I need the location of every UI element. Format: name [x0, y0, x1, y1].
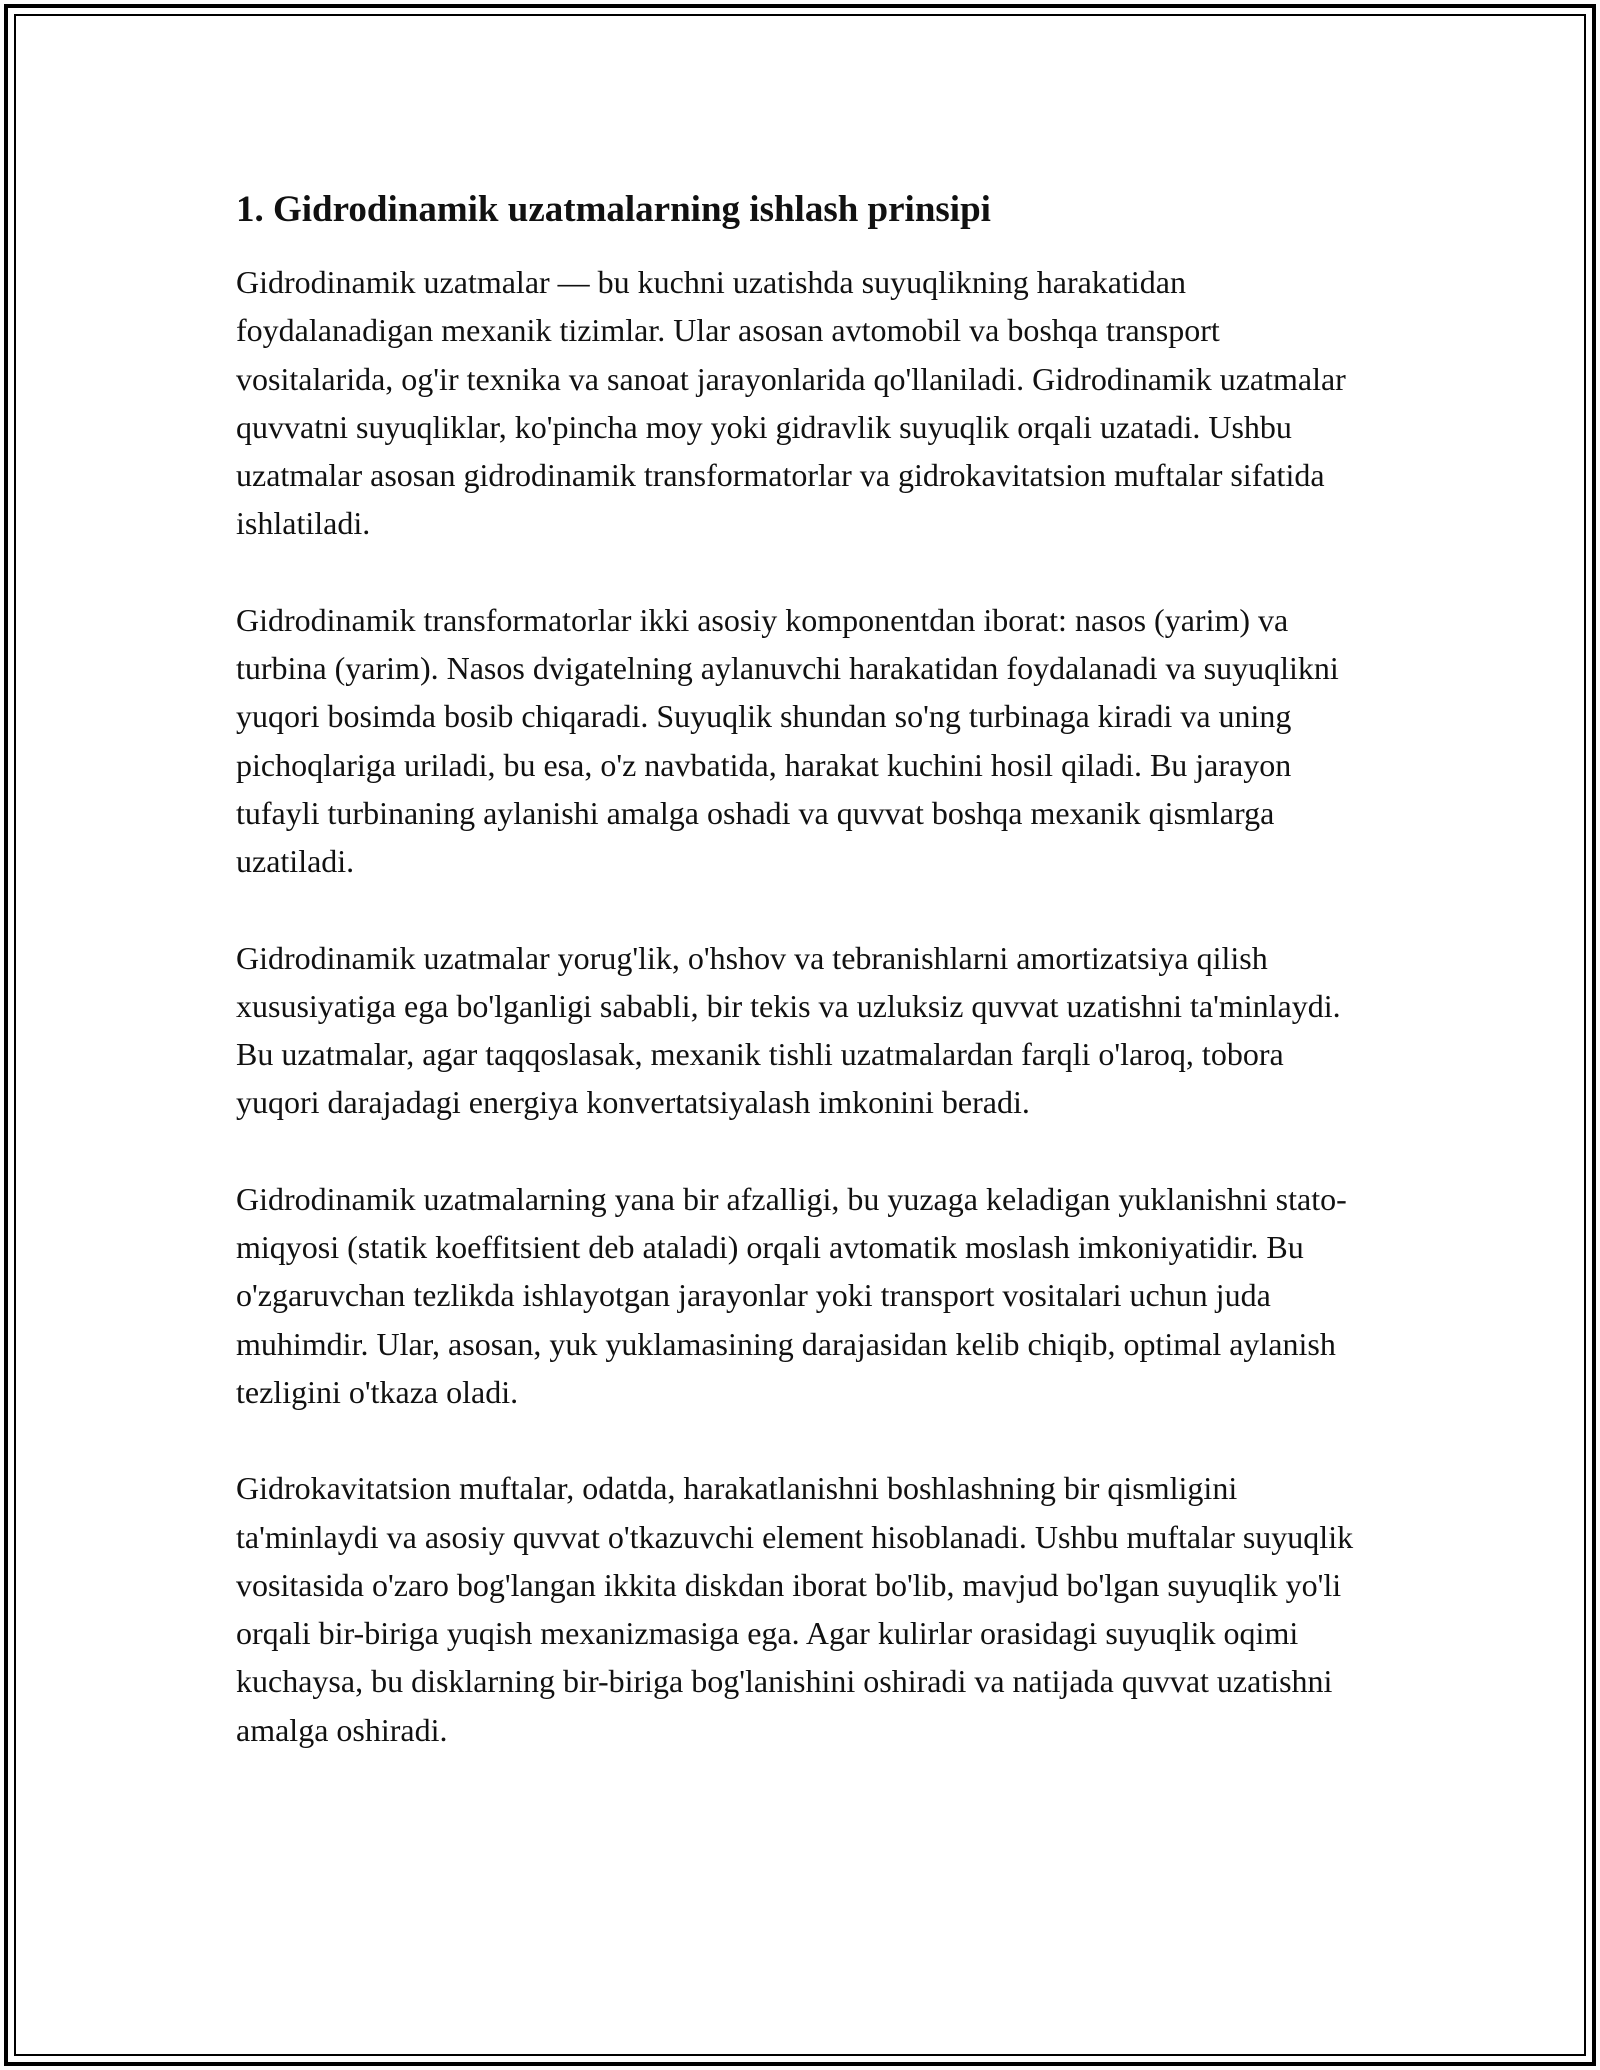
paragraph-4: Gidrodinamik uzatmalarning yana bir afzalligi, bu yuzaga keladigan yuklanishni stato-miqyosi (statik koeffitsient deb ataladi) orqali avtomatik moslash imkoniyatidir. Bu o'zgaruvchan tezlikda ishlayotgan jarayonlar yoki transport vositalari uchun juda muhimdir. Ular, asosan, yuk yuklamasining darajasidan kelib chiqib, optimal aylanish tezligini o'tkaza oladi.: [236, 1180, 1347, 1410]
paragraph-2: Gidrodinamik transformatorlar ikki asosiy komponentdan iborat: nasos (yarim) va turbina (yarim). Nasos dvigatelning aylanuvchi harakatidan foydalanadi va suyuqlikni yuqori bosimda bosib chiqaradi. Suyuqlik shundan so'ng turbinaga kiradi va uning pichoqlariga uriladi, bu esa, o'z navbatida, harakat kuchini hosil qiladi. Bu jarayon tufayli turbinaning aylanishi amalga oshadi va quvvat boshqa mexanik qismlarga uzatiladi.: [236, 601, 1339, 880]
section-heading: 1. Gidrodinamik uzatmalarning ishlash prinsipi: [236, 189, 991, 230]
paragraph-3: Gidrodinamik uzatmalar yorug'lik, o'hshov va tebranishlarni amortizatsiya qilish xususiyatiga ega bo'lganligi sababli, bir tekis va uzluksiz quvvat uzatishni ta'minlaydi. Bu uzatmalar, agar taqqoslasak, mexanik tishli uzatmalardan farqli o'laroq, tobora yuqori darajadagi energiya konvertatsiyalash imkonini beradi.: [236, 939, 1341, 1121]
paragraph-1: Gidrodinamik uzatmalar — bu kuchni uzatishda suyuqlikning harakatidan foydalanadigan mexanik tizimlar. Ular asosan avtomobil va boshqa transport vositalarida, og'ir texnika va sanoat jarayonlarida qo'llaniladi. Gidrodinamik uzatmalar quvvatni suyuqliklar, ko'pincha moy yoki gidravlik suyuqlik orqali uzatadi. Ushbu uzatmalar asosan gidrodinamik transformatorlar va gidrokavitatsion muftalar sifatida ishlatiladi.: [236, 264, 1346, 542]
paragraph-5: Gidrokavitatsion muftalar, odatda, harakatlanishni boshlashning bir qismligini ta'minlaydi va asosiy quvvat o'tkazuvchi element hisoblanadi. Ushbu muftalar suyuqlik vositasida o'zaro bog'langan ikkita diskdan iborat bo'lib, mavjud bo'lgan suyuqlik yo'li orqali bir-biriga yuqish mexanizmasiga ega. Agar kulirlar orasidagi suyuqlik oqimi kuchaysa, bu disklarning bir-biriga bog'lanishini oshiradi va natijada quvvat uzatishni amalga oshiradi.: [236, 1470, 1354, 1748]
document-body: [236, 180, 1366, 1754]
